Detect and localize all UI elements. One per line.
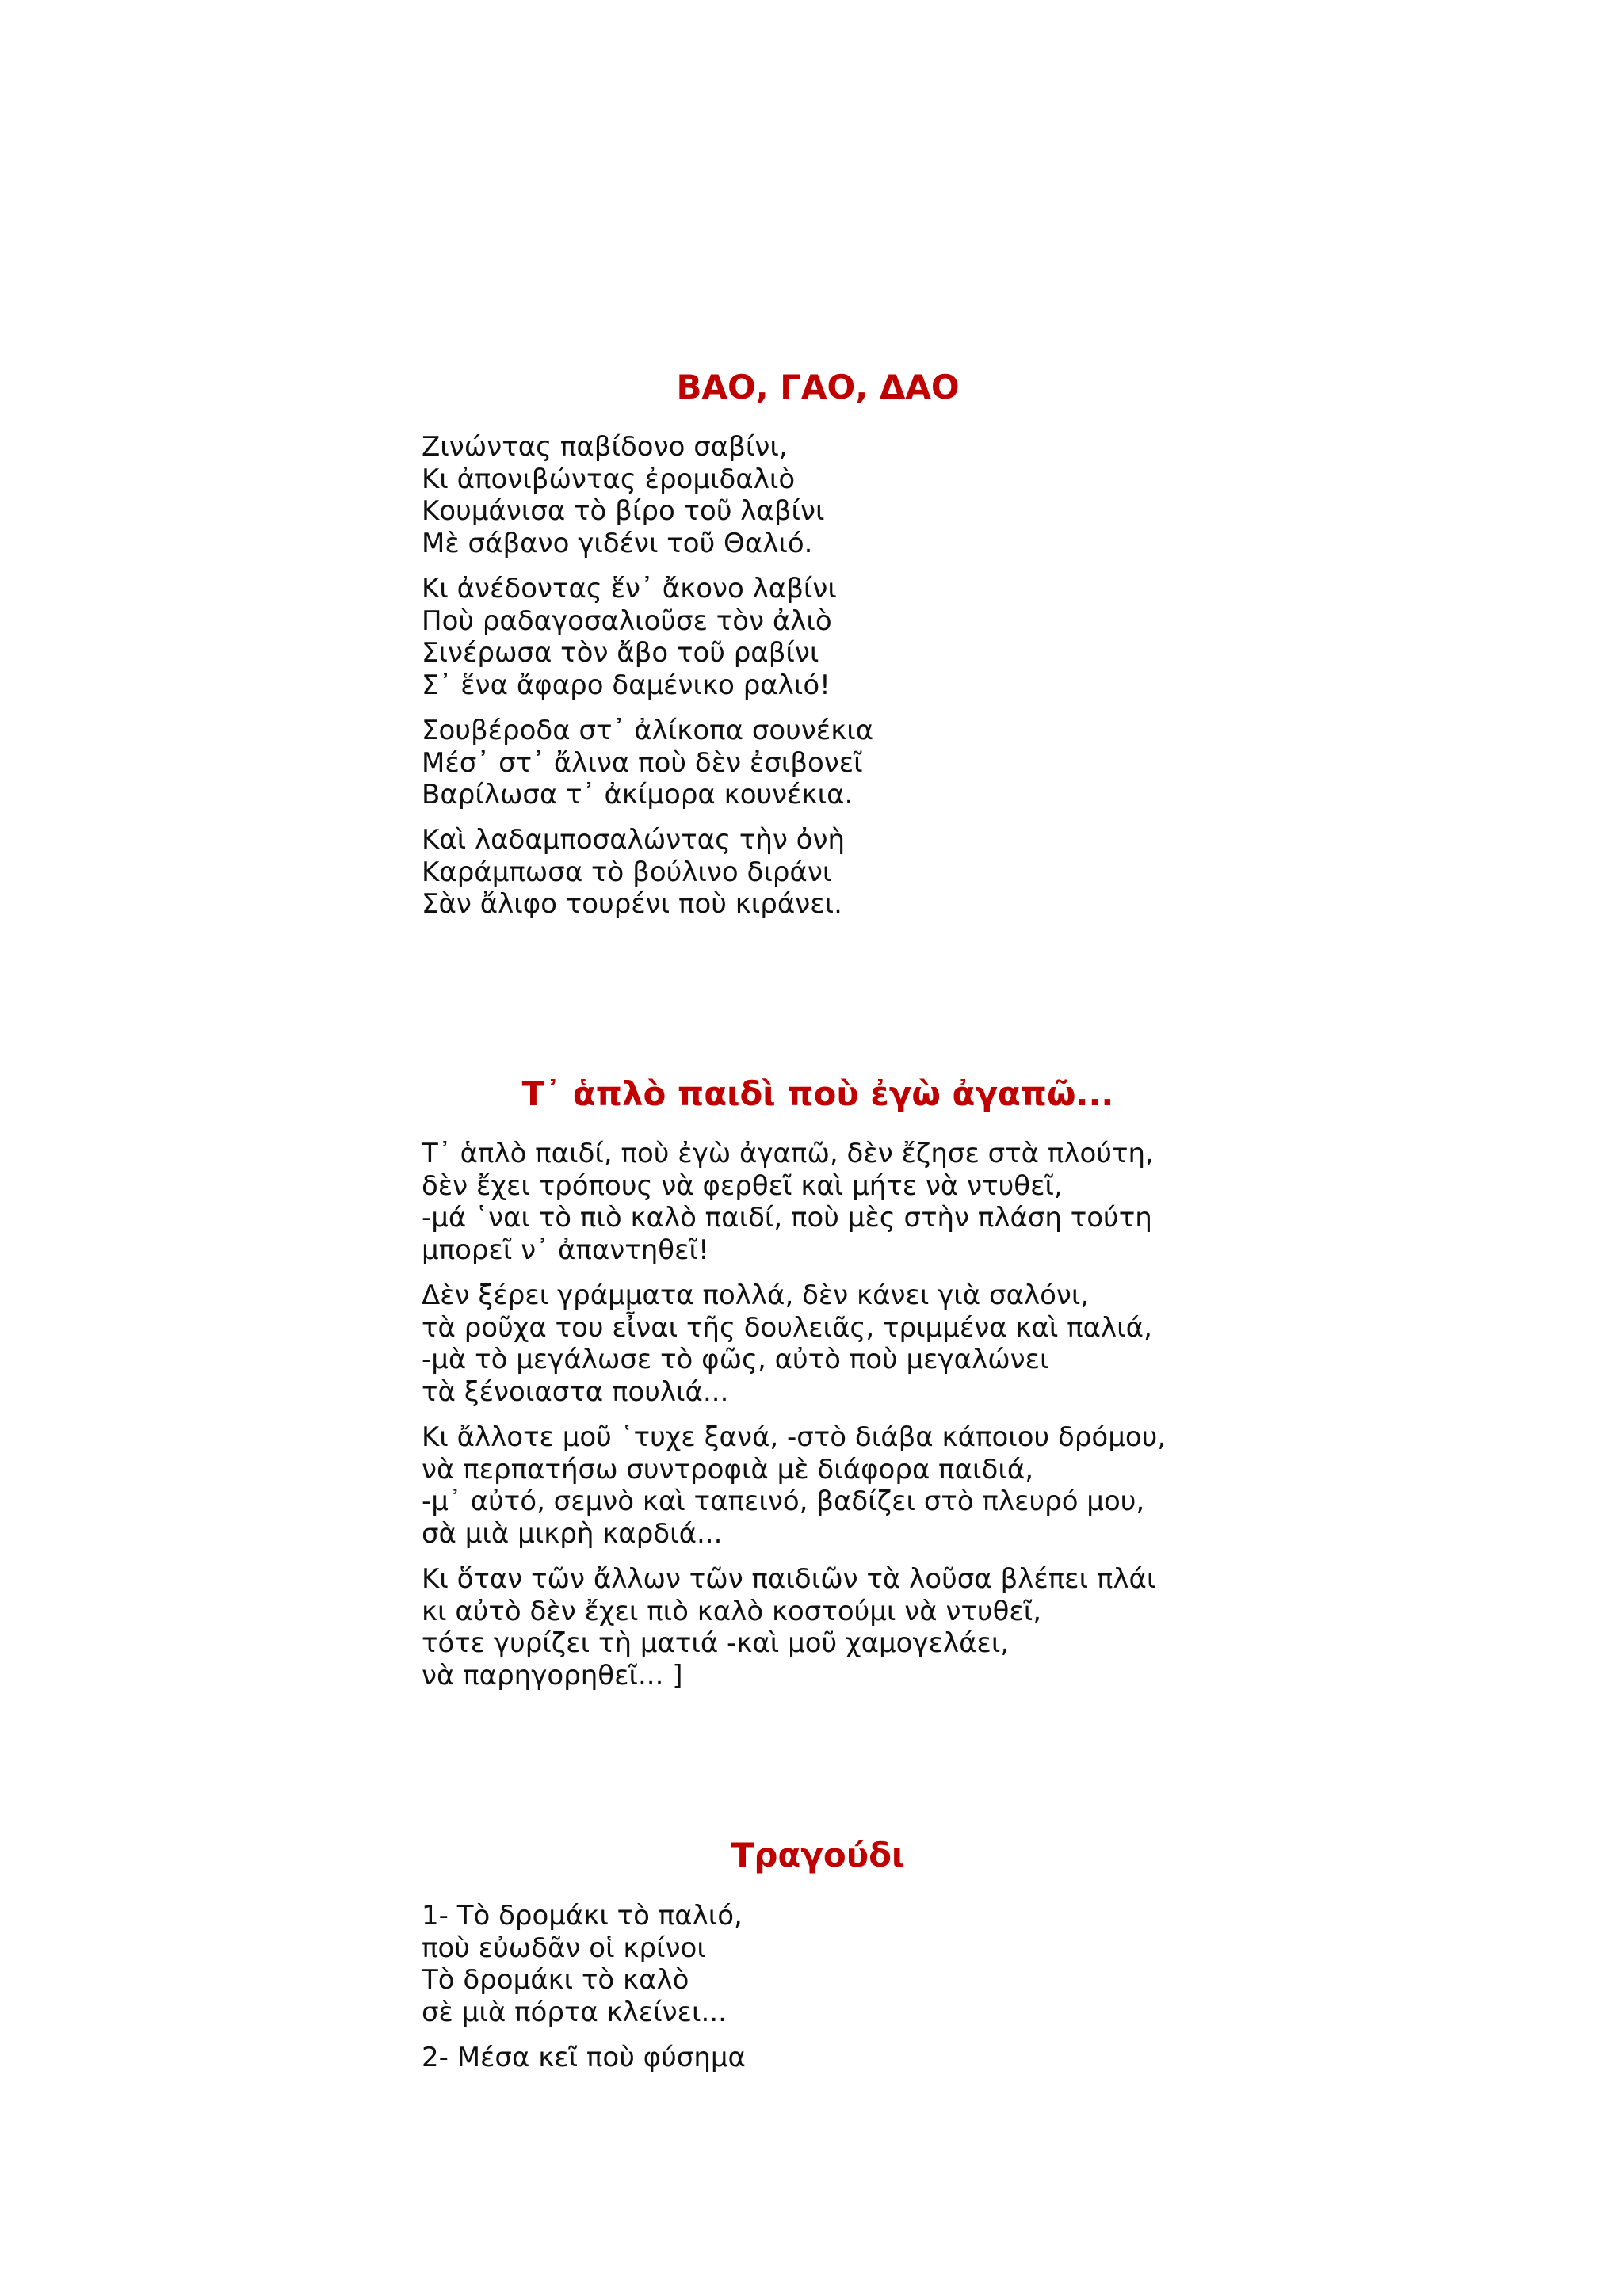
verse-line: νὰ περπατήσω συντροφιὰ μὲ διάφορα παιδιά,: [422, 1453, 1034, 1486]
verse-line: Τ᾽ ἁπλὸ παιδί, ποὺ ἐγὼ ἀγαπῶ, δὲν ἔζησε στὰ πλούτη,: [422, 1138, 1154, 1169]
stanza: [422, 715, 873, 811]
verse-line: σὲ μιὰ πόρτα κλείνει...: [422, 1996, 727, 2028]
stanza: [422, 573, 837, 701]
verse-line: Κι ἀνέδοντας ἕν᾽ ἄκονο λαβίνι: [422, 573, 837, 605]
verse-line: Δὲν ξέρει γράμματα πολλά, δὲν κάνει γιὰ σαλόνι,: [422, 1280, 1090, 1311]
stanza: [422, 1280, 1152, 1408]
verse-line: Σὰν ἄλιφο τουρένι ποὺ κιράνει.: [422, 888, 842, 920]
stanza: [422, 824, 845, 921]
verse-line: -μ᾽ αὐτό, σεμνὸ καὶ ταπεινό, βαδίζει στὸ πλευρό μου,: [422, 1486, 1145, 1517]
verse-line: Κι ἄλλοτε μοῦ ῾τυχε ξανά, -στὸ διάβα κάποιου δρόμου,: [422, 1421, 1167, 1453]
stanza: [422, 1900, 743, 2028]
verse-line: κι αὐτὸ δὲν ἔχει πιὸ καλὸ κοστούμι νὰ ντυθεῖ,: [422, 1595, 1042, 1627]
verse-line: Κουμάνισα τὸ βίρο τοῦ λαβίνι: [422, 495, 825, 527]
stanza: [422, 1138, 1154, 1266]
verse-line: μπορεῖ ν᾽ ἀπαντηθεῖ!: [422, 1234, 709, 1266]
stanza: [422, 431, 825, 559]
stanza: [422, 1421, 1166, 1550]
verse-line: Κι ἀπονιβώντας ἐρομιδαλιὸ: [422, 463, 796, 495]
verse-line: Κι ὅταν τῶν ἄλλων τῶν παιδιῶν τὰ λοῦσα βλέπει πλάι: [422, 1563, 1156, 1595]
poem-title: Τραγούδι: [731, 1836, 905, 1875]
verse-line: τὰ ροῦχα του εἶναι τῆς δουλειᾶς, τριμμένα καὶ παλιά,: [422, 1311, 1152, 1344]
verse-line: Καράμπωσα τὸ βούλινο διράνι: [422, 856, 832, 888]
poem-title: ΒΑΟ, ΓΑΟ, ΔΑΟ: [676, 368, 960, 406]
verse-line: Ποὺ ραδαγοσαλιοῦσε τὸν ἀλιὸ: [422, 605, 832, 637]
stanza: [422, 1563, 1155, 1691]
verse-line: 2- Μέσα κεῖ ποὺ φύσημα: [422, 2042, 746, 2073]
verse-line: Σ᾽ ἕνα ἄφαρο δαμένικο ραλιό!: [422, 669, 831, 701]
verse-line: -μὰ τὸ μεγάλωσε τὸ φῶς, αὐτὸ ποὺ μεγαλώνει: [422, 1344, 1049, 1375]
verse-line: Μὲ σάβανο γιδένι τοῦ Θαλιό.: [422, 527, 813, 559]
verse-line: -μά ῾ναι τὸ πιὸ καλὸ παιδί, ποὺ μὲς στὴν πλάση τούτη: [422, 1202, 1152, 1234]
verse-line: Μέσ᾽ στ᾽ ἄλινα ποὺ δὲν ἐσιβονεῖ: [422, 746, 863, 779]
verse-line: Ζινώντας παβίδονο σαβίνι,: [422, 431, 788, 463]
verse-line: τότε γυρίζει τὴ ματιά -καὶ μοῦ χαμογελάει,: [422, 1627, 1010, 1659]
verse-line: Σουβέροδα στ᾽ ἀλίκοπα σουνέκια: [422, 715, 874, 746]
verse-line: Βαρίλωσα τ᾽ ἀκίμορα κουνέκια.: [422, 779, 854, 810]
verse-line: νὰ παρηγορηθεῖ... ]: [422, 1659, 683, 1691]
verse-line: δὲν ἔχει τρόπους νὰ φερθεῖ καὶ μήτε νὰ ντυθεῖ,: [422, 1169, 1063, 1202]
verse-line: σὰ μιὰ μικρὴ καρδιά...: [422, 1517, 723, 1550]
verse-line: Σινέρωσα τὸν ἄβο τοῦ ραβίνι: [422, 637, 819, 669]
verse-line: τὰ ξένοιαστα πουλιά...: [422, 1375, 729, 1408]
verse-line: Τὸ δρομάκι τὸ καλὸ: [422, 1964, 689, 1996]
poem-title: Τ᾽ ἁπλὸ παιδὶ ποὺ ἐγὼ ἀγαπῶ...: [521, 1074, 1114, 1113]
verse-line: Καὶ λαδαμποσαλώντας τὴν ὀνὴ: [422, 824, 846, 856]
verse-line: 1- Τὸ δρομάκι τὸ παλιό,: [422, 1900, 743, 1932]
verse-line: ποὺ εὐωδᾶν οἱ κρίνοι: [422, 1932, 706, 1964]
stanza: [422, 2042, 746, 2074]
